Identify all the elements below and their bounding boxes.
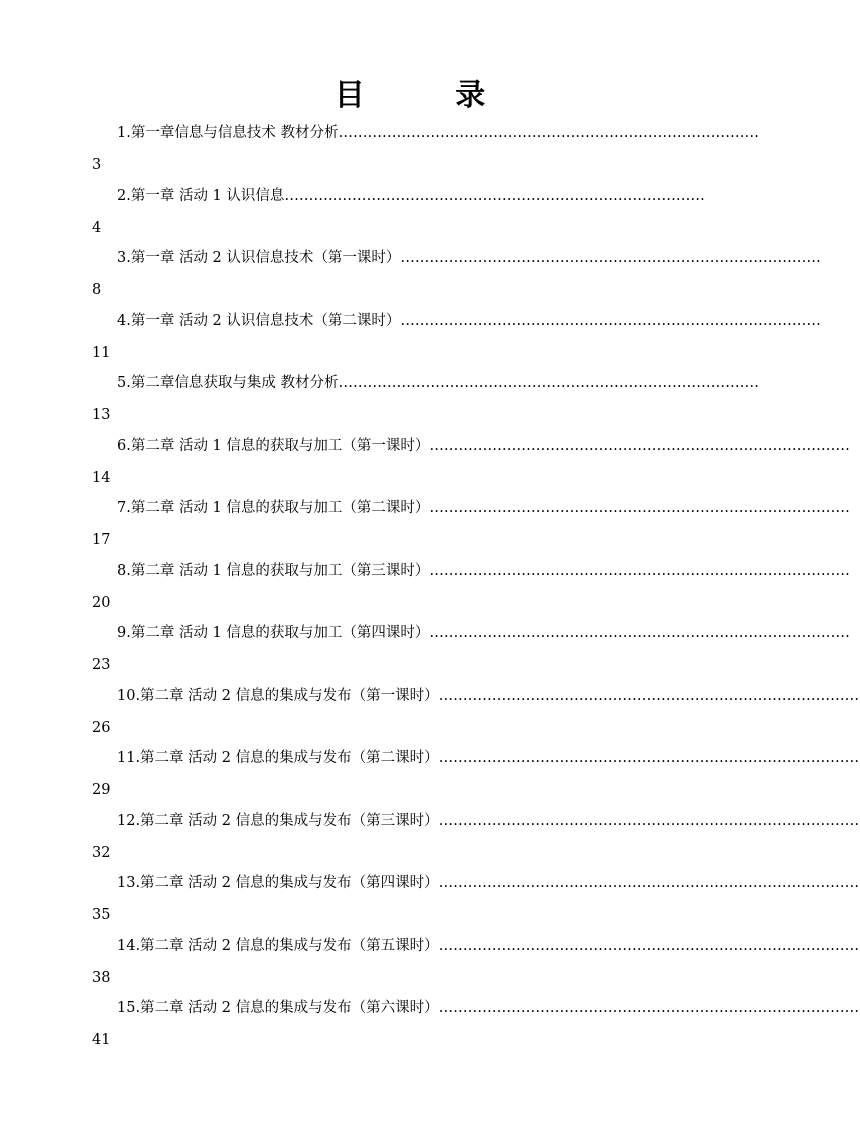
toc-entry-label: 9.第二章 活动 1 信息的获取与加工（第四课时） [117, 625, 430, 641]
toc-entry[interactable] [0, 245, 821, 308]
toc-entry-page-number: 26 [92, 719, 111, 736]
toc-entry-label: 11.第二章 活动 2 信息的集成与发布（第二课时） [117, 750, 439, 766]
toc-entry-page-number: 38 [92, 969, 111, 986]
toc-entry-label: 13.第二章 活动 2 信息的集成与发布（第四课时） [117, 875, 439, 891]
toc-entry-line[interactable] [117, 622, 850, 644]
toc-entry-page-number: 11 [92, 344, 111, 361]
toc-entry-page-number: 3 [92, 157, 102, 173]
toc-entry-page-number: 14 [92, 469, 111, 486]
toc-entry-line[interactable] [117, 372, 759, 394]
toc-leader-dots: …………………………………………………………………………… [438, 750, 860, 766]
toc-entry[interactable] [0, 495, 850, 558]
toc-entry[interactable] [0, 183, 794, 246]
toc-entry-label: 3.第一章 活动 2 认识信息技术（第一课时） [117, 250, 401, 266]
toc-entry[interactable] [0, 933, 860, 996]
toc-entry-line[interactable] [117, 185, 705, 207]
toc-entry-label: 8.第二章 活动 1 信息的获取与加工（第三课时） [117, 562, 430, 579]
toc-entry[interactable] [0, 808, 860, 871]
toc-entry[interactable] [0, 995, 860, 1058]
toc-entry-label: 14.第二章 活动 2 信息的集成与发布（第五课时） [117, 937, 439, 954]
toc-leader-dots: …………………………………………………………………………… [284, 187, 705, 204]
toc-leader-dots: …………………………………………………………………………… [438, 875, 860, 891]
toc-entry[interactable] [0, 870, 860, 933]
toc-entry[interactable] [0, 558, 850, 621]
toc-entry-line[interactable] [117, 810, 860, 832]
toc-leader-dots: …………………………………………………………………………… [429, 500, 850, 516]
toc-entry-line[interactable] [117, 435, 850, 457]
toc-leader-dots: …………………………………………………………………………… [438, 812, 860, 829]
toc-entry-line[interactable] [117, 747, 860, 769]
toc-entry[interactable] [0, 370, 794, 433]
toc-entry-page-number: 29 [92, 782, 111, 798]
toc-leader-dots: …………………………………………………………………………… [400, 250, 821, 266]
toc-entry-label: 7.第二章 活动 1 信息的获取与加工（第二课时） [117, 500, 430, 516]
toc-entry-page-number: 20 [92, 594, 111, 611]
toc-entry-page-number: 32 [92, 844, 111, 861]
toc-entry[interactable] [0, 308, 821, 371]
toc-entry-line[interactable] [117, 560, 850, 582]
toc-title: 目 录 [334, 78, 526, 113]
toc-leader-dots: …………………………………………………………………………… [429, 437, 850, 454]
table-of-contents [0, 120, 860, 1058]
toc-entry-label: 12.第二章 活动 2 信息的集成与发布（第三课时） [117, 812, 439, 829]
toc-entry-page-number: 13 [92, 407, 111, 423]
toc-entry[interactable] [0, 745, 860, 808]
toc-entry-page-number: 17 [92, 532, 111, 548]
toc-entry-page-number: 41 [92, 1032, 111, 1048]
toc-entry-label: 5.第二章信息获取与集成 教材分析 [117, 375, 339, 391]
toc-entry-label: 4.第一章 活动 2 认识信息技术（第二课时） [117, 312, 401, 329]
toc-leader-dots: …………………………………………………………………………… [338, 375, 759, 391]
toc-entry-label: 2.第一章 活动 1 认识信息 [117, 187, 285, 204]
toc-leader-dots: …………………………………………………………………………… [338, 125, 759, 141]
toc-entry[interactable] [0, 683, 860, 746]
toc-entry-label: 1.第一章信息与信息技术 教材分析 [117, 125, 339, 141]
toc-entry-line[interactable] [117, 122, 759, 144]
toc-leader-dots: …………………………………………………………………………… [400, 312, 821, 329]
toc-leader-dots: …………………………………………………………………………… [438, 937, 860, 954]
toc-leader-dots: …………………………………………………………………………… [429, 625, 850, 641]
toc-entry-page-number: 8 [92, 282, 102, 298]
toc-entry-line[interactable] [117, 685, 860, 707]
toc-entry-line[interactable] [117, 310, 821, 332]
toc-entry[interactable] [0, 433, 850, 496]
toc-leader-dots: …………………………………………………………………………… [438, 1000, 860, 1016]
toc-entry-line[interactable] [117, 497, 850, 519]
toc-entry-line[interactable] [117, 935, 860, 957]
toc-entry-page-number: 4 [92, 219, 102, 236]
toc-entry[interactable] [0, 120, 794, 183]
toc-entry-page-number: 35 [92, 907, 111, 923]
toc-entry[interactable] [0, 620, 850, 683]
toc-entry-line[interactable] [117, 872, 860, 894]
toc-entry-label: 15.第二章 活动 2 信息的集成与发布（第六课时） [117, 1000, 439, 1016]
toc-entry-page-number: 23 [92, 657, 111, 673]
toc-leader-dots: …………………………………………………………………………… [429, 562, 850, 579]
toc-entry-label: 10.第二章 活动 2 信息的集成与发布（第一课时） [117, 687, 439, 704]
toc-entry-line[interactable] [117, 247, 821, 269]
toc-entry-label: 6.第二章 活动 1 信息的获取与加工（第一课时） [117, 437, 430, 454]
toc-entry-line[interactable] [117, 997, 860, 1019]
toc-leader-dots: …………………………………………………………………………… [438, 687, 860, 704]
